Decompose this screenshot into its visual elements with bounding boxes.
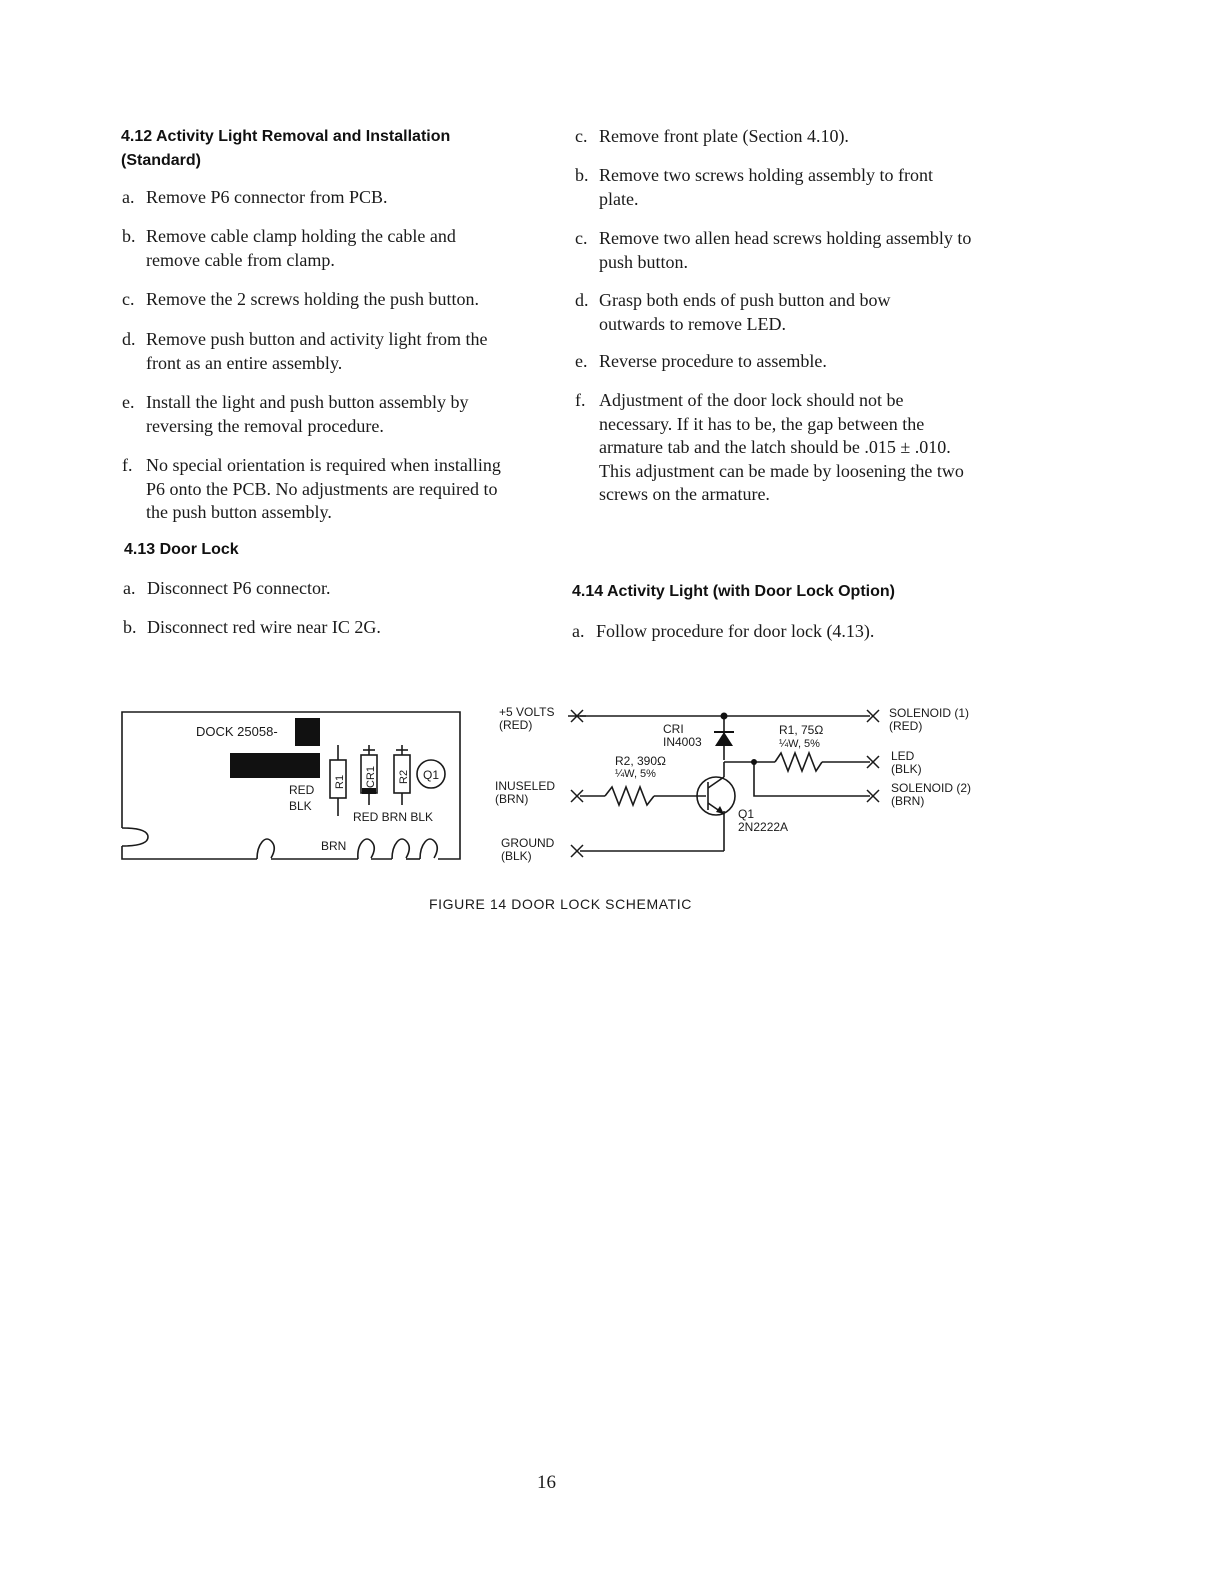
cr1-part: IN4003 [663,735,702,749]
red-label: RED [289,783,315,797]
brn-loop-4 [420,839,437,859]
section-4-13-title: 4.13 Door Lock [124,541,239,558]
list-letter: b. [575,165,589,185]
q1-name: Q1 [738,807,755,821]
list-text: Reverse procedure to assemble. [599,351,827,371]
blk-label: BLK [289,799,312,813]
junction-led [751,759,757,765]
list-letter: e. [122,392,135,412]
wire-colors-label: RED BRN BLK [353,810,434,824]
plus5-color: (RED) [499,718,533,732]
q1-part: 2N2222A [738,820,789,834]
led-label: LED [891,749,915,763]
list-letter: e. [575,351,588,371]
cr1-name: CRI [663,722,684,736]
list-letter: d. [575,290,589,310]
r1-name: R1, 75Ω [779,723,824,737]
x-marker-plus5 [568,710,586,722]
list-letter: a. [122,187,135,207]
list-letter: c. [575,126,588,146]
list-letter: a. [123,578,136,598]
list-text: Remove P6 connector from PCB. [146,187,388,207]
dock-label: DOCK 25058- [196,724,278,739]
plus5-label: +5 VOLTS [499,705,555,719]
list-text: Install the light and push button assembly by reversing the removal procedure. [146,392,469,436]
section-title-line-1: 4.12 Activity Light Removal and Installation [121,128,451,145]
ground-color: (BLK) [501,849,532,863]
solenoid2-color: (BRN) [891,794,925,808]
solenoid1-label: SOLENOID (1) [889,706,970,720]
led-color: (BLK) [891,762,922,776]
wire-sol2 [754,762,870,796]
brn-loop-2 [358,839,374,859]
list-text: Remove front plate (Section 4.10). [599,126,849,146]
solenoid1-color: (RED) [889,719,923,733]
brn-loop-3 [392,839,409,859]
inuseled-color: (BRN) [495,792,529,806]
solenoid2-label: SOLENOID (2) [891,781,972,795]
r2-label: R2 [398,769,410,784]
section-4-14-title: 4.14 Activity Light (with Door Lock Option) [572,583,895,600]
section-title-line-2: (Standard) [121,152,201,169]
list-text: Remove push button and activity light from the front as an entire assembly. [146,329,488,373]
q1-label: Q1 [423,768,440,782]
list-letter: a. [572,621,585,641]
list-text: No special orientation is required when installing P6 onto the PCB. No adjustments are required to the push button assembly. [146,455,501,522]
list-letter: f. [122,455,133,475]
r1-label: R1 [334,774,346,789]
list-text: Remove two screws holding assembly to front plate. [599,165,933,209]
cr1-label: CR1 [365,765,377,788]
r2-zigzag [605,787,654,805]
list-text: Disconnect P6 connector. [147,578,331,598]
junction-top [721,713,728,720]
list-letter: c. [122,289,135,309]
list-letter: b. [123,617,137,637]
list-text: Grasp both ends of push button and bow outwards to remove LED. [599,290,891,334]
page-number: 16 [537,1472,556,1493]
list-text: Adjustment of the door lock should not be necessary. If it has to be, the gap between the armature tab and the latch should be .015 ± .010. This adjustment can be made by loosening the two screws on the armature. [599,390,964,504]
brn-loop-1 [257,839,274,859]
list-letter: b. [122,226,136,246]
list-text: Disconnect red wire near IC 2G. [147,617,381,637]
inuseled-label: INUSELED [495,779,556,793]
r1-zigzag [775,753,822,771]
list-text: Remove two allen head screws holding assembly to push button. [599,228,972,272]
board-notch [122,828,148,846]
figure-caption: FIGURE 14 DOOR LOCK SCHEMATIC [429,896,692,912]
brn-label: BRN [321,839,347,853]
list-text: Follow procedure for door lock (4.13). [596,621,875,641]
r2-name: R2, 390Ω [615,754,666,768]
list-letter: c. [575,228,588,248]
list-text: Remove cable clamp holding the cable and remove cable from clamp. [146,226,456,270]
list-text: Remove the 2 screws holding the push button. [146,289,479,309]
board-black-strip [230,753,320,778]
ground-label: GROUND [501,836,555,850]
r1-rating: ¼W, 5% [779,738,820,750]
board-bottom-edge [122,846,257,859]
list-letter: f. [575,390,586,410]
dock-connector-block [295,718,320,746]
cr1-diode [715,732,733,746]
list-letter: d. [122,329,136,349]
r2-rating: ¼W, 5% [615,768,656,780]
